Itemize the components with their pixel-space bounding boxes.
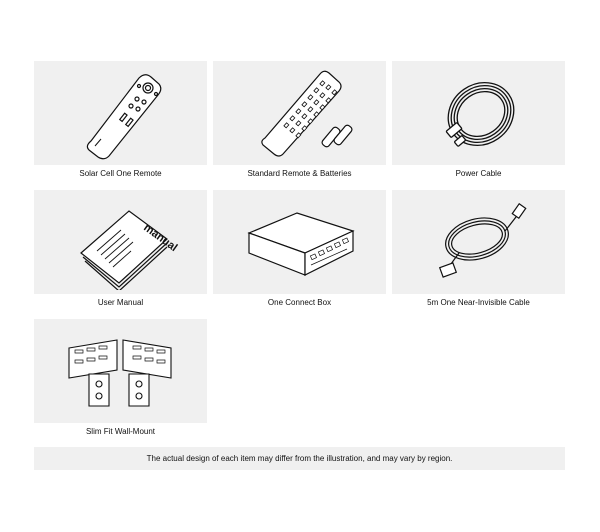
invisible-cable-icon xyxy=(419,195,539,290)
item-standard-remote xyxy=(213,61,386,178)
tile xyxy=(213,190,386,294)
tile xyxy=(392,190,565,294)
footnote-text: The actual design of each item may differ from the illustration, and may vary by region. xyxy=(146,454,453,463)
item-label: Standard Remote & Batteries xyxy=(247,169,352,178)
item-label: Power Cable xyxy=(455,169,502,178)
user-manual-icon xyxy=(61,195,181,290)
item-label: User Manual xyxy=(97,298,144,307)
item-label: Solar Cell One Remote xyxy=(79,169,162,178)
item-label: Slim Fit Wall-Mount xyxy=(85,427,156,436)
item-label: One Connect Box xyxy=(267,298,332,307)
item-wall-mount xyxy=(34,319,207,436)
item-user-manual xyxy=(34,190,207,307)
wall-mount-icon xyxy=(61,324,181,419)
tile xyxy=(34,319,207,423)
tile xyxy=(392,61,565,165)
power-cable-icon xyxy=(419,66,539,161)
item-solar-cell-remote xyxy=(34,61,207,178)
tile xyxy=(34,61,207,165)
item-label: 5m One Near-Invisible Cable xyxy=(427,298,530,307)
solar-remote-icon xyxy=(61,66,181,161)
item-one-connect-box xyxy=(213,190,386,307)
footnote xyxy=(34,447,565,470)
manual-cover-text: manual xyxy=(140,221,179,254)
one-connect-box-icon xyxy=(235,195,365,290)
tile xyxy=(213,61,386,165)
item-invisible-cable xyxy=(392,190,565,307)
standard-remote-icon xyxy=(235,66,365,161)
item-power-cable xyxy=(392,61,565,178)
tile xyxy=(34,190,207,294)
